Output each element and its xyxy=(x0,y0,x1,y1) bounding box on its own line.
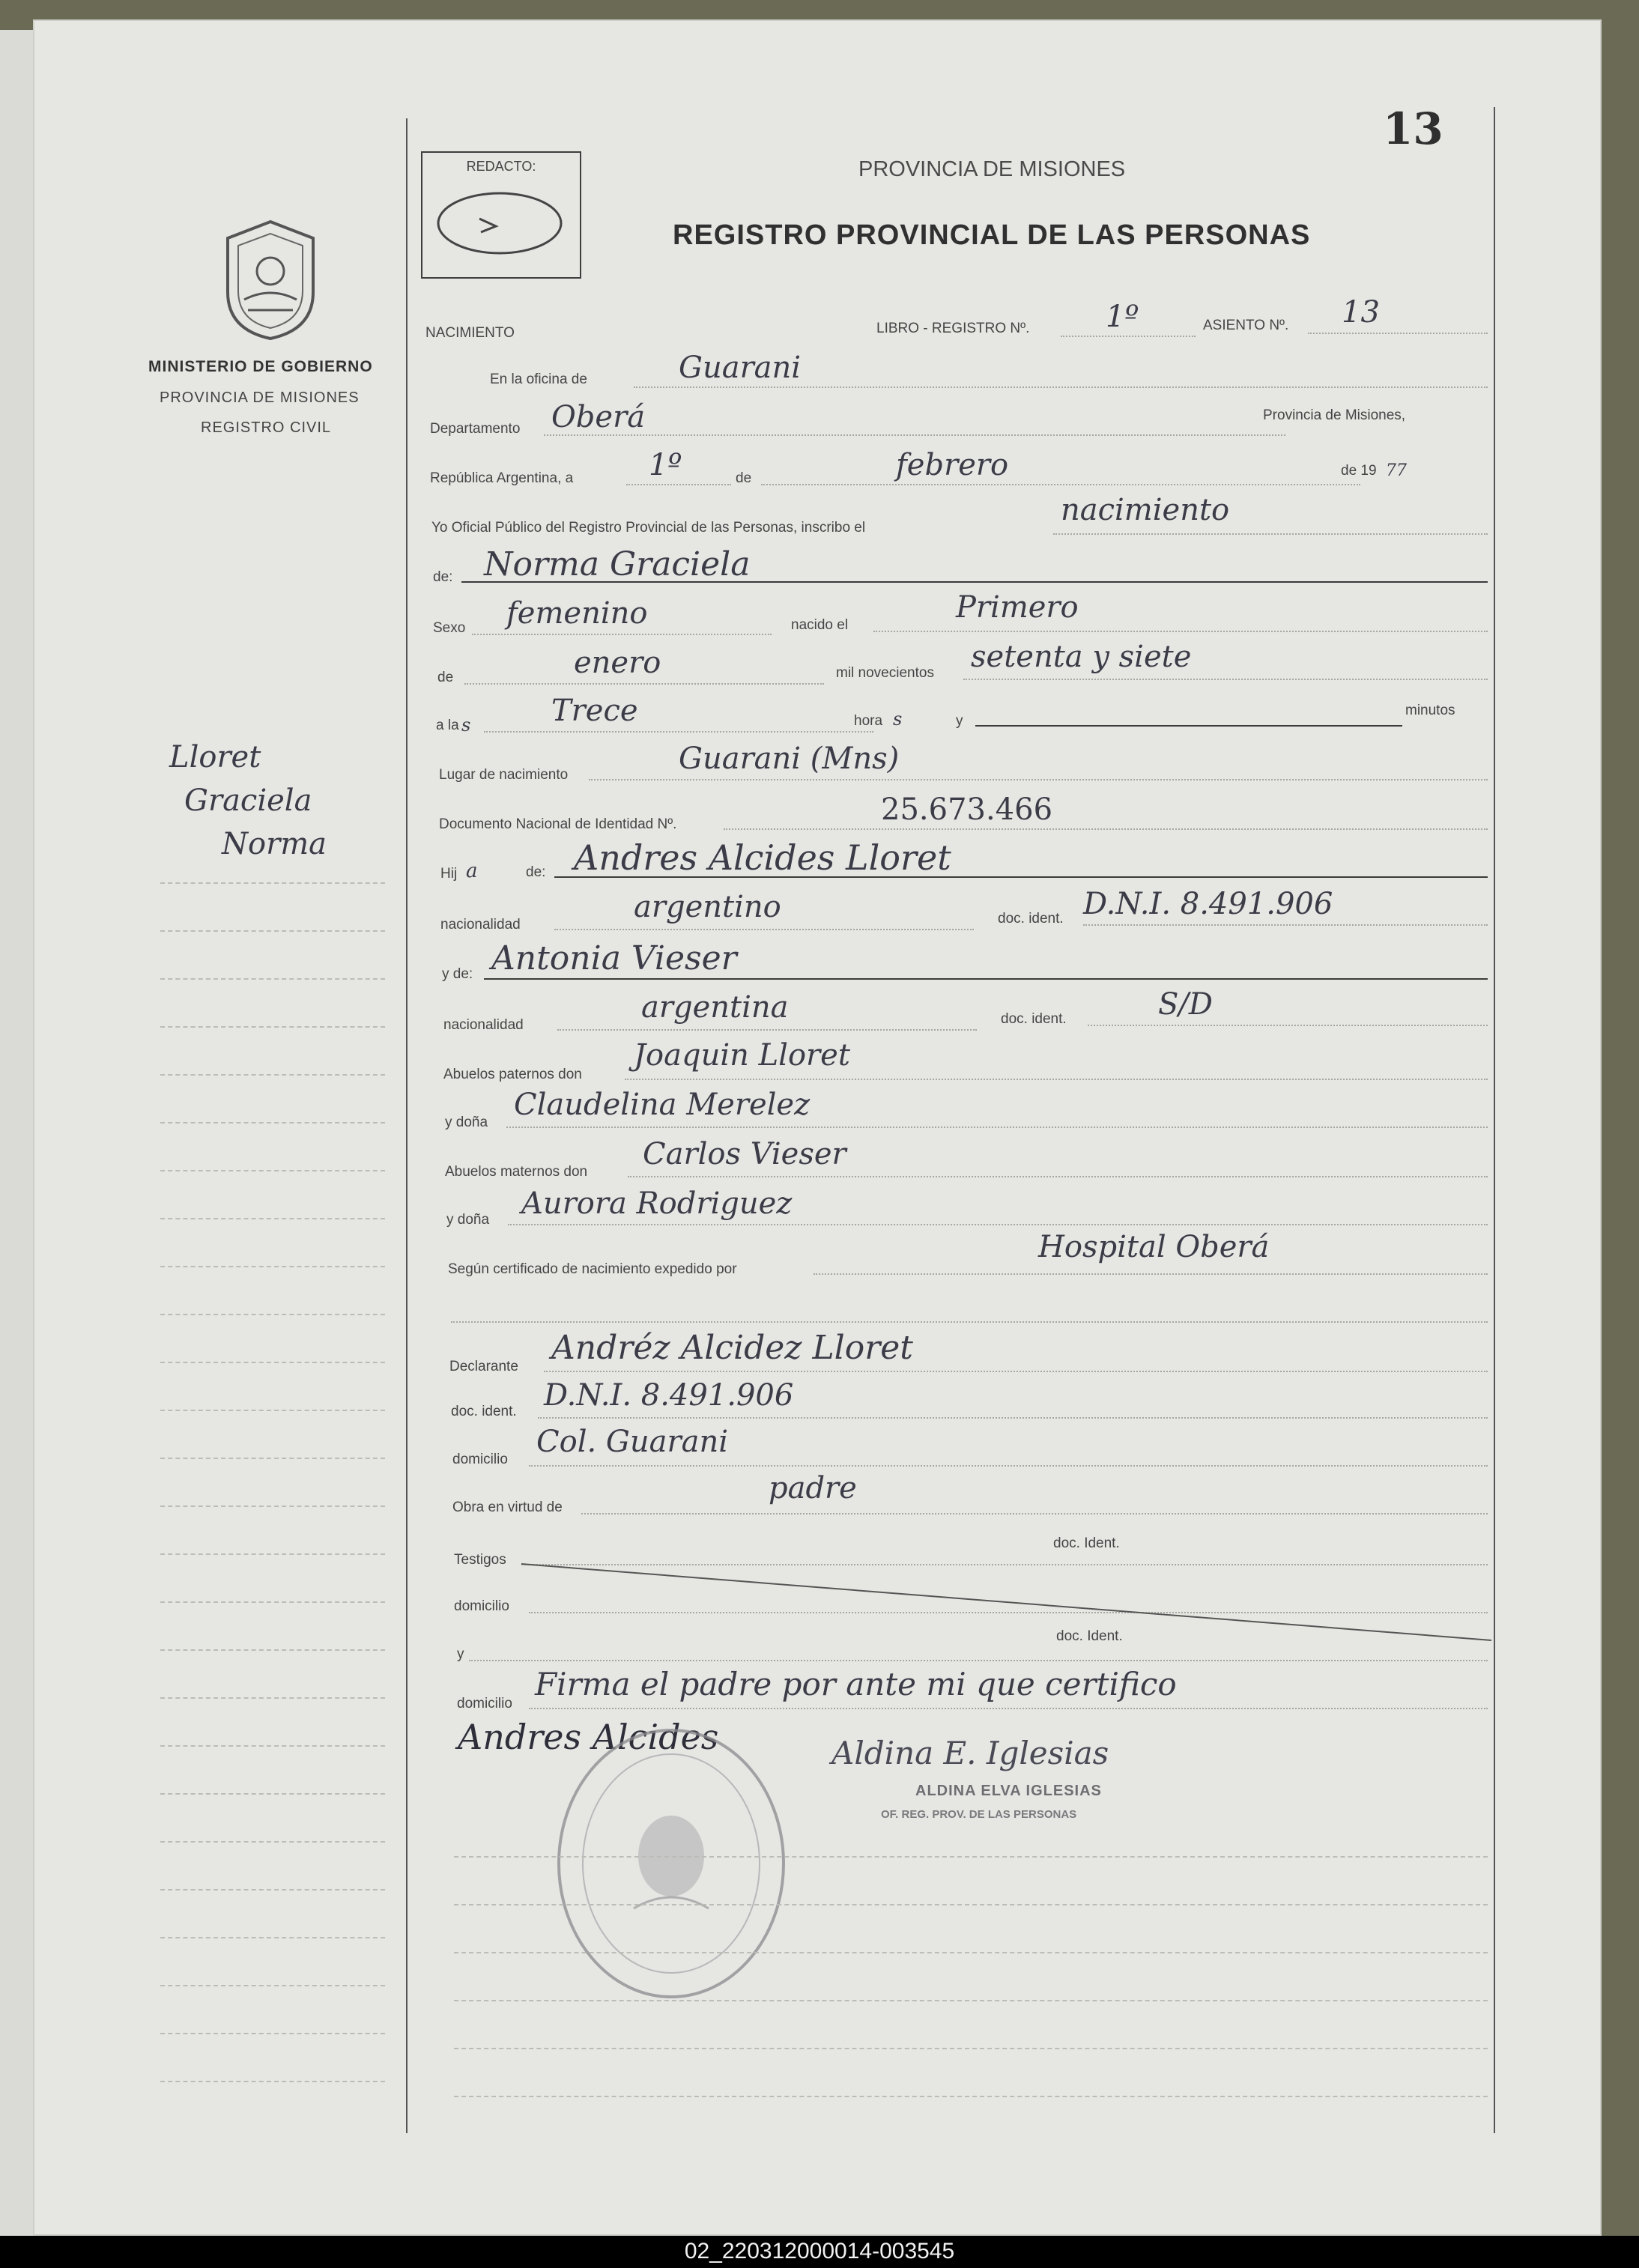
nombre-de-label: de: xyxy=(433,569,453,585)
dia-line xyxy=(626,484,731,485)
minutos-label: minutos xyxy=(1405,703,1455,718)
hijo-label: Hij xyxy=(440,866,458,882)
hora-value: Trece xyxy=(551,694,638,728)
de-mes-label: de xyxy=(736,470,752,486)
official-seal-icon xyxy=(544,1721,799,2013)
margin-ruled-line xyxy=(160,978,385,980)
margin-note-name-2: Norma xyxy=(222,827,327,861)
margin-ruled-line xyxy=(160,1458,385,1459)
madre-de-label: y de: xyxy=(442,966,473,982)
certificado-label: Según certificado de nacimiento expedido por xyxy=(448,1261,737,1277)
sello-oficial-cargo: OF. REG. PROV. DE LAS PERSONAS xyxy=(881,1808,1077,1821)
form-ruled-line xyxy=(454,1856,1488,1858)
minutos-line xyxy=(975,725,1402,727)
margin-ruled-line xyxy=(160,1553,385,1555)
dona-paterna-value: Claudelina Merelez xyxy=(514,1088,811,1122)
dona-paterna-label: y doña xyxy=(445,1115,488,1130)
departamento-value: Oberá xyxy=(551,400,646,434)
y-testigo-label: y xyxy=(457,1646,464,1662)
margin-ruled-line xyxy=(160,1506,385,1507)
abuelos-paternos-label: Abuelos paternos don xyxy=(443,1067,582,1082)
obra-value: padre xyxy=(769,1471,857,1506)
doc-madre-value: S/D xyxy=(1158,987,1213,1022)
province-header: PROVINCIA DE MISIONES xyxy=(858,157,1126,181)
doc-declarante-label: doc. ident. xyxy=(451,1404,517,1419)
ministry-line-3: REGISTRO CIVIL xyxy=(201,419,332,436)
nacionalidad-padre-value: argentino xyxy=(634,890,781,924)
obra-line xyxy=(581,1513,1488,1514)
dia-value: 1º xyxy=(649,448,682,482)
declarante-label: Declarante xyxy=(449,1359,518,1374)
dona-materna-value: Aurora Rodriguez xyxy=(521,1186,793,1221)
margin-ruled-line xyxy=(160,1937,385,1938)
nombre-value: Norma Graciela xyxy=(484,545,751,583)
footer-bar xyxy=(0,2236,1639,2268)
margin-ruled-line xyxy=(160,1889,385,1890)
nacionalidad-madre-line xyxy=(557,1029,977,1031)
form-ruled-line xyxy=(454,1952,1488,1953)
margin-ruled-line xyxy=(160,1266,385,1267)
certificado-line-2 xyxy=(451,1321,1488,1323)
margin-ruled-line xyxy=(160,1841,385,1843)
abuelos-paternos-value: Joaquin Lloret xyxy=(634,1038,850,1073)
mil-label: mil novecientos xyxy=(836,665,934,681)
cancel-line-icon xyxy=(521,1541,1495,1646)
margin-ruled-line xyxy=(160,2033,385,2034)
domicilio-testigo-2-label: domicilio xyxy=(457,1696,512,1711)
domicilio-label: domicilio xyxy=(452,1452,508,1467)
anio-nac-value: setenta y siete xyxy=(971,640,1192,674)
redacto-box xyxy=(421,151,581,279)
doc-declarante-value: D.N.I. 8.491.906 xyxy=(544,1378,794,1413)
sexo-value: femenino xyxy=(506,596,648,631)
y-minutos-label: y xyxy=(956,713,963,729)
margin-ruled-line xyxy=(160,1649,385,1651)
sexo-line xyxy=(472,634,772,635)
horas-label: hora xyxy=(854,713,883,729)
margin-ruled-line xyxy=(160,1218,385,1219)
oficina-line xyxy=(634,386,1488,388)
nota-certificacion: Firma el padre por ante mi que certifico xyxy=(535,1666,1177,1702)
redacto-mark-icon xyxy=(428,184,571,267)
dni-value: 25.673.466 xyxy=(881,792,1053,827)
margin-ruled-line xyxy=(160,1410,385,1411)
nacido-value: Primero xyxy=(956,590,1079,625)
mes-nac-value: enero xyxy=(574,646,661,680)
certificado-value: Hospital Oberá xyxy=(1038,1230,1270,1264)
oficial-line xyxy=(1053,533,1488,535)
doc-padre-line xyxy=(1083,924,1488,926)
anio-nac-line xyxy=(963,679,1488,680)
oficial-value: nacimiento xyxy=(1061,493,1230,527)
margin-ruled-line xyxy=(160,930,385,932)
asiento-value: 13 xyxy=(1342,295,1380,330)
abuelos-maternos-line xyxy=(628,1176,1488,1177)
margin-ruled-line xyxy=(160,882,385,884)
doc-declarante-line xyxy=(538,1417,1488,1419)
republica-label: República Argentina, a xyxy=(430,470,574,486)
form-ruled-line xyxy=(454,2096,1488,2097)
anio-label: de 19 xyxy=(1341,463,1377,479)
testigos-label: Testigos xyxy=(454,1552,506,1568)
nacionalidad-padre-line xyxy=(554,929,974,930)
margin-ruled-line xyxy=(160,1074,385,1076)
ministry-line-1: MINISTERIO DE GOBIERNO xyxy=(148,358,373,375)
lugar-line xyxy=(589,779,1488,780)
margin-ruled-line xyxy=(160,1697,385,1699)
hijo-suffix: a xyxy=(466,860,478,882)
mes-value: febrero xyxy=(896,448,1009,482)
mes-nac-line xyxy=(464,683,824,685)
dni-label: Documento Nacional de Identidad Nº. xyxy=(439,816,677,832)
madre-value: Antonia Vieser xyxy=(491,939,737,977)
libro-label: LIBRO - REGISTRO Nº. xyxy=(876,321,1030,336)
domicilio-line xyxy=(529,1465,1488,1467)
departamento-line xyxy=(544,434,1285,436)
redacto-label: REDACTO: xyxy=(466,159,536,174)
form-ruled-line xyxy=(454,2000,1488,2001)
nacionalidad-madre-label: nacionalidad xyxy=(443,1017,524,1033)
oficial-label: Yo Oficial Público del Registro Provincial de las Personas, inscribo el xyxy=(431,520,866,536)
margin-ruled-line xyxy=(160,1026,385,1028)
nacionalidad-madre-value: argentina xyxy=(641,990,789,1025)
dona-paterna-line xyxy=(506,1127,1488,1128)
dona-materna-line xyxy=(508,1224,1488,1225)
declarante-line xyxy=(544,1371,1488,1372)
sexo-label: Sexo xyxy=(433,620,466,636)
margin-ruled-line xyxy=(160,1745,385,1747)
abuelos-maternos-label: Abuelos maternos don xyxy=(445,1164,588,1180)
dni-line xyxy=(724,828,1488,830)
lugar-value: Guarani (Mns) xyxy=(679,742,900,776)
obra-label: Obra en virtud de xyxy=(452,1500,563,1515)
alas-suffix: s xyxy=(461,715,471,736)
hijo-de-label: de: xyxy=(526,864,546,880)
doc-madre-line xyxy=(1088,1025,1488,1026)
doc-padre-value: D.N.I. 8.491.906 xyxy=(1083,887,1333,921)
form-ruled-line xyxy=(454,1904,1488,1905)
declarante-value: Andréz Alcidez Lloret xyxy=(551,1329,913,1367)
abuelos-maternos-value: Carlos Vieser xyxy=(643,1137,846,1171)
horas-suffix: s xyxy=(893,709,903,730)
domicilio-testigo-2-line xyxy=(529,1708,1488,1709)
doc-ident-testigo-1-label: doc. Ident. xyxy=(1053,1535,1120,1551)
sello-oficial-nombre: ALDINA ELVA IGLESIAS xyxy=(915,1783,1102,1799)
certificado-line xyxy=(814,1273,1488,1275)
lugar-label: Lugar de nacimiento xyxy=(439,767,569,783)
act-type-label: NACIMIENTO xyxy=(425,325,515,341)
firma-declarante: Andres Alcides xyxy=(458,1717,719,1757)
footer-id: 02_220312000014-003545 xyxy=(684,2239,955,2264)
ministry-line-2: PROVINCIA DE MISIONES xyxy=(160,389,360,406)
margin-ruled-line xyxy=(160,1362,385,1363)
margin-ruled-line xyxy=(160,1122,385,1124)
domicilio-value: Col. Guarani xyxy=(536,1425,728,1459)
hora-line xyxy=(484,731,873,733)
libro-line xyxy=(1061,336,1196,337)
registry-title: REGISTRO PROVINCIAL DE LAS PERSONAS xyxy=(673,219,1311,251)
left-page-edge xyxy=(0,30,36,2240)
mes-line xyxy=(761,484,1360,485)
margin-ruled-line xyxy=(160,1985,385,1986)
document-page xyxy=(34,21,1600,2234)
departamento-label: Departamento xyxy=(430,421,521,437)
margin-ruled-line xyxy=(160,1601,385,1603)
provincia-label: Provincia de Misiones, xyxy=(1263,407,1406,423)
margin-ruled-line xyxy=(160,1314,385,1315)
testigo-2-line xyxy=(469,1660,1488,1661)
abuelos-paternos-line xyxy=(625,1079,1488,1080)
nacido-line xyxy=(873,631,1488,632)
coat-of-arms-icon xyxy=(214,217,327,345)
oficina-label: En la oficina de xyxy=(490,372,587,387)
margin-ruled-line xyxy=(160,2081,385,2082)
doc-padre-label: doc. ident. xyxy=(998,911,1064,927)
domicilio-testigo-1-label: domicilio xyxy=(454,1598,509,1614)
asiento-line xyxy=(1308,333,1488,334)
margin-note-name-1: Graciela xyxy=(184,783,312,818)
alas-label: a la xyxy=(436,718,459,733)
margin-ruled-line xyxy=(160,1793,385,1795)
page-number: 13 xyxy=(1383,103,1443,154)
libro-value: 1º xyxy=(1106,300,1139,334)
madre-line xyxy=(484,978,1488,980)
firma-oficial: Aldina E. Iglesias xyxy=(831,1735,1109,1771)
dona-materna-label: y doña xyxy=(446,1212,490,1228)
right-border-line xyxy=(1494,107,1495,2133)
doc-madre-label: doc. ident. xyxy=(1001,1011,1067,1027)
anio-value: 77 xyxy=(1386,461,1407,480)
form-ruled-line xyxy=(454,2048,1488,2049)
doc-ident-testigo-2-label: doc. Ident. xyxy=(1056,1628,1123,1644)
mes-nac-de-label: de xyxy=(437,670,454,685)
padre-value: Andres Alcides Lloret xyxy=(574,837,951,878)
left-border-line xyxy=(406,118,408,2133)
nacionalidad-padre-label: nacionalidad xyxy=(440,917,521,933)
margin-note-surname: Lloret xyxy=(169,740,261,774)
asiento-label: ASIENTO Nº. xyxy=(1203,318,1289,333)
nacido-label: nacido el xyxy=(791,617,849,633)
oficina-value: Guarani xyxy=(679,351,802,385)
margin-ruled-line xyxy=(160,1170,385,1171)
